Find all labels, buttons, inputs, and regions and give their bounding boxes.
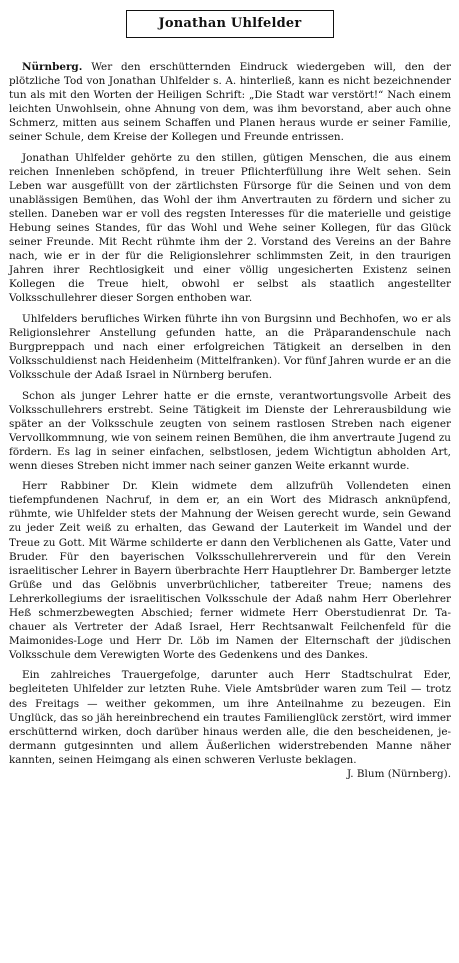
article-paragraph-4: Schon als junger Lehrer hatte er die ernste, verantwortungsvolle Arbeit des Volksschullehrers erstrebt. Seine Tätigkeit im Dienste der Lehrerausbildung wie später an der Volksschule zeugten von seinem rastlosen Streben nach eigener Vervollkommnung, wie von seinem reinen Bemühen, die ihm anvertraute Jugend zu fördern. Es lag in seiner einfachen, selbstlosen, jedem Wichtigtun abholden Art, wenn dieses Streben nicht immer nach seiner ganzen Weite erkannt wurde.: [9, 389, 451, 472]
article-paragraph-5: Herr Rabbiner Dr. Klein widmete dem allzufrüh Vollendeten einen tiefempfundenen Nachruf, in dem er, an ein Wort des Midrasch anknüpfend, rühmte, wie Uhlfelder stets der Mahnung der Weisen gerecht wurde, sein Gewand zu jeder Zeit weiß zu erhalten, das Gewand der Lauterkeit im Wandel und der Treue zu Gott. Mit Wärme schilderte er dann den Verblichenen als Gatte, Vater und Bruder. Für den bayerischen Volksschullehrerverein und für den Verein israelitischer Lehrer in Bayern überbrachte Herr Hauptlehrer Dr. Bamberger letzte Grüße und das Gelöbnis unverbrüchlicher, tatbereiter Treue; namens des Lehrerkollegiums der israelitischen Volksschule der Adaß nahm Herr Oberlehrer Heß schmerzbewegten Abschied; ferner widmete Herr Oberstudienrat Dr. Tachauer als Vertreter der Adaß Israel, Herr Rechtsanwalt Feilchenfeld für die Maimonides-Loge und Herr Dr. Löb im Namen der Elternschaft der jüdischen Volksschule dem Verewigten Worte des Gedenkens und des Dankes.: [9, 480, 451, 661]
article-title: Jonathan Uhlfelder: [126, 10, 335, 38]
article-paragraph-3: Uhlfelders berufliches Wirken führte ihn von Burgsinn und Bechhofen, wo er als Religionslehrer Anstellung gefunden hatte, an die Präparandenschule nach Burgpreppach und nach einer erfolgreichen Tätigkeit an derselben in den Volksschuldienst nach Heidenheim (Mittelfranken). Vor fünf Jahren wurde er an die Volksschule der Adaß Israel in Nürnberg berufen.: [9, 312, 451, 381]
dateline: Nürnberg.: [22, 61, 83, 73]
paragraph-6-text: Ein zahlreiches Trauergefolge, darunter auch Herr Stadtschulrat Eder, begleiteten Uhlfelder zur letzten Ruhe. Viele Amtsbrüder waren zum Teil — trotz des Freitags — weither gekommen, um ihre Anteilnahme zu bezeugen. Ein Unglück, das so jäh hereinbrechend ein trautes Familienglück zerstört, wird immer erschütternd wirken, doch darüber hinaus werden alle, die den bescheidenen, jedermann gutgesinnten und allem Äußerlichen widerstrebenden Manne näher kannten, seinen Heimgang als einen schweren Verluste beklagen.: [9, 669, 451, 766]
signature: J. Blum (Nürnberg).: [346, 767, 451, 780]
title-wrap: [9, 10, 451, 38]
article-paragraph-2: Jonathan Uhlfelder gehörte zu den stillen, gütigen Menschen, die aus einem reichen Innenleben schöpfend, in treuer Pflichterfüllung ihre Welt sehen. Sein Leben war ausgefüllt von der zärtlichsten Fürsorge für die Seinen und von dem unablässigen Bemühen, das Wohl der ihm Anvertrauten zu fördern und sicher zu stellen. Daneben war er voll des regsten Interesses für die materielle und geistige Hebung seines Standes, für das Wohl und Wehe seiner Kollegen, für das Glück seiner Freunde. Mit Recht rühmte ihm der 2. Vorstand des Vereins an der Bahre nach, wie er in der für die Religionslehrer schlimmsten Zeit, in den traurigen Jahren ihrer Rechtlosigkeit und einer völlig ungesicherten Existenz seinen Kollegen die Treue hielt, obwohl er selbst als staatlich angestellter Volksschullehrer dieser Sorgen enthoben war.: [9, 151, 451, 305]
article-body: [9, 60, 451, 780]
paragraph-1-text: Wer den erschütternden Eindruck wiedergeben will, den der plötzliche Tod von Jonathan Uhlfelder s. A. hinterließ, kann es nicht bezeichnender tun als mit den Worten der Heiligen Schrift: „Die Stadt war verstört!“ Nach einem leichten Unwohlsein, ohne Ahnung von dem, was ihm bevorstand, aber auch ohne Schmerz, mitten aus seinem Schaffen und Planen heraus wurde er seiner Familie, seiner Schule, dem Kreise der Kollegen und Freunde entrissen.: [9, 61, 451, 144]
article-paragraph-6: [9, 668, 451, 780]
article-paragraph-1: [9, 60, 451, 144]
